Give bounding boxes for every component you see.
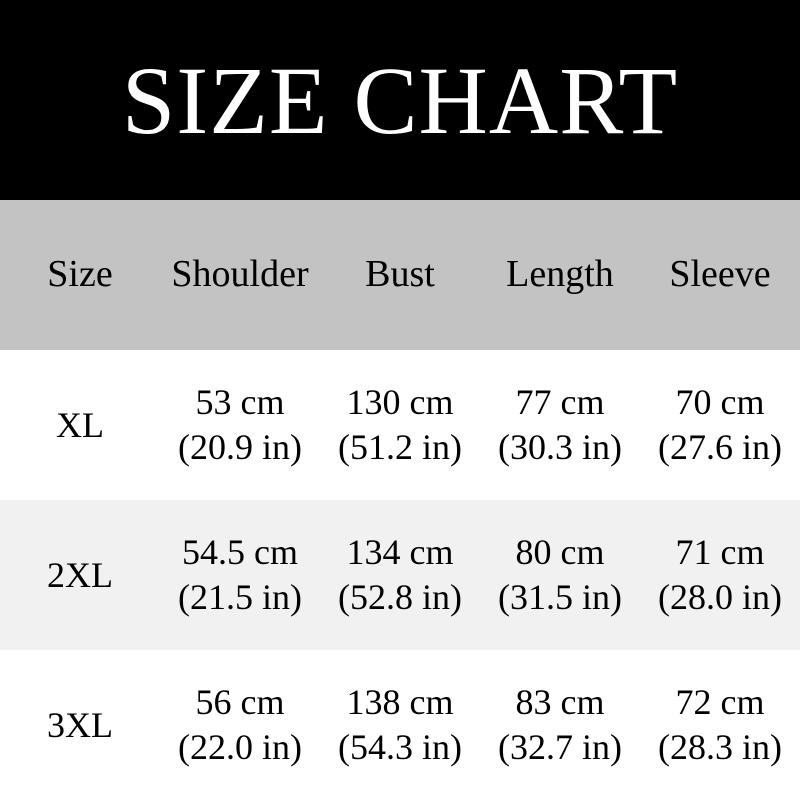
column-header-length: Length [506, 253, 614, 296]
measurement-cm: 138 cm [346, 682, 454, 722]
measurement-in: (21.5 in) [178, 577, 302, 617]
size-table [0, 200, 800, 800]
measurement-cm: 134 cm [346, 532, 454, 572]
measurement-in: (28.3 in) [658, 727, 782, 767]
column-header-bust: Bust [365, 253, 435, 296]
measurement-cell-sleeve [640, 530, 800, 620]
table-row-3xl [0, 650, 800, 800]
measurement-cell-length [480, 530, 640, 620]
measurement-in: (30.3 in) [498, 427, 622, 467]
row-size-label: 2XL [47, 554, 113, 595]
measurement-in: (27.6 in) [658, 427, 782, 467]
measurement-cell-sleeve [640, 380, 800, 470]
measurement-cell-length [480, 680, 640, 770]
measurement-cell-bust [320, 680, 480, 770]
row-size-label: 3XL [47, 704, 113, 745]
measurement-in: (51.2 in) [338, 427, 462, 467]
measurement-cm: 80 cm [515, 532, 605, 572]
measurement-cell-sleeve [640, 680, 800, 770]
measurement-cm: 72 cm [675, 682, 765, 722]
measurement-cell-shoulder [160, 680, 320, 770]
page-title: SIZE CHART [121, 46, 679, 154]
measurement-cell-bust [320, 530, 480, 620]
measurement-cell-bust [320, 380, 480, 470]
measurement-cm: 70 cm [675, 382, 765, 422]
row-size-label: XL [56, 404, 104, 445]
measurement-cell-shoulder [160, 380, 320, 470]
measurement-in: (52.8 in) [338, 577, 462, 617]
measurement-cm: 83 cm [515, 682, 605, 722]
measurement-in: (22.0 in) [178, 727, 302, 767]
table-row-2xl [0, 500, 800, 650]
measurement-cm: 56 cm [195, 682, 285, 722]
column-header-shoulder: Shoulder [171, 253, 309, 296]
measurement-cm: 130 cm [346, 382, 454, 422]
column-header-size: Size [47, 253, 113, 296]
measurement-in: (31.5 in) [498, 577, 622, 617]
table-row-xl [0, 350, 800, 500]
measurement-in: (32.7 in) [498, 727, 622, 767]
title-banner [0, 0, 800, 200]
measurement-cell-length [480, 380, 640, 470]
measurement-cm: 77 cm [515, 382, 605, 422]
table-header-row [0, 200, 800, 350]
measurement-cm: 53 cm [195, 382, 285, 422]
measurement-cm: 54.5 cm [182, 532, 298, 572]
measurement-cm: 71 cm [675, 532, 765, 572]
measurement-in: (28.0 in) [658, 577, 782, 617]
column-header-sleeve: Sleeve [669, 253, 771, 296]
measurement-in: (20.9 in) [178, 427, 302, 467]
measurement-in: (54.3 in) [338, 727, 462, 767]
measurement-cell-shoulder [160, 530, 320, 620]
